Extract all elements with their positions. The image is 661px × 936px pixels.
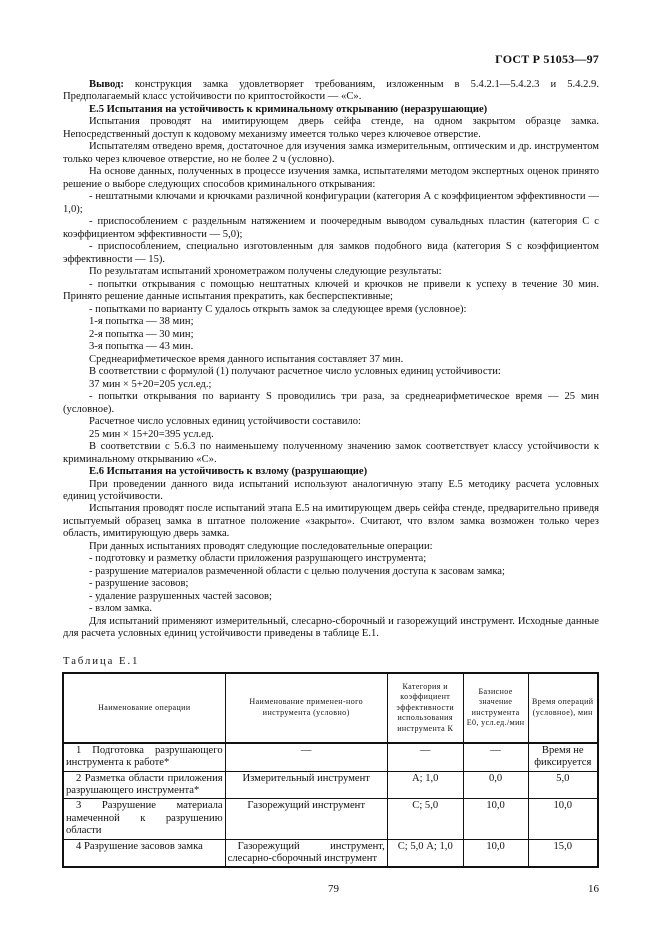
page-number-center: 79 [328,883,339,896]
paragraph: - удаление разрушенных частей засовов; [89,590,273,602]
table-cell: С; 5,0 [387,799,463,839]
table-row [63,743,598,771]
paragraph: 2-я попытка — 30 мин; [89,328,194,340]
paragraph: Испытания проводят после испытаний этапа Е.5 на имитирующем дверь сейфа стенде, предварительно приведя испытуемый образец замка в штатное положение «закрыто». Считают, что взлом замка возможен только через область, имитирующую дверь замка. [63,503,599,540]
table-cell: 10,0 [463,799,528,839]
page-number-right: 16 [588,883,599,896]
conclusion-label: Вывод: [89,79,124,90]
operation-name-cell: 1 Подготовка разрушающего инструмента к работе* [63,743,225,771]
table-cell: 5,0 [528,771,598,799]
paragraph: Среднеарифметическое время данного испытания составляет 37 мин. [89,353,404,365]
table-cell: — [463,743,528,771]
table-header-row [63,673,598,743]
paragraph: В соответствии с 5.6.3 по наименьшему полученному значению замок соответствует классу устойчивости к криминальному открыванию «С». [63,441,599,465]
paragraph: Для испытаний применяют измерительный, слесарно-сборочный и газорежущий инструмент. Исходные данные для расчета условных единиц устойчивости приведены в таблице Е.1. [63,615,599,640]
paragraph: - попытки открывания с помощью нештатных ключей и крючков не привели к успеху в течение 30 мин. Принято решение данные испытания прекратить, как бесперспективные; [63,278,599,303]
column-header: Наименование применен-ного инструмента (условно) [225,673,387,743]
document-body [63,79,599,641]
table-cell: Газорежущий инструмент, слесарно-сборочный инструмент [225,839,387,867]
table-body [63,743,598,868]
table-cell: Измерительный инструмент [225,771,387,799]
paragraph: 25 мин × 15+20=395 усл.ед. [89,428,214,440]
operation-name-cell: 2 Разметка области приложения разрушающего инструмента* [63,771,225,799]
table-cell: Газорежущий инструмент [225,799,387,839]
paragraph: При данных испытаниях проводят следующие последовательные операции: [89,540,433,552]
paragraph: При проведении данного вида испытаний используют аналогичную этапу Е.5 методику расчета условных единиц устойчивости. [63,478,599,502]
table-cell: 10,0 [528,799,598,839]
paragraph: 3-я попытка — 43 мин. [89,341,194,353]
conclusion-paragraph [63,79,599,104]
paragraph: - приспособлением, специально изготовленным для замков подобного вида (категория S с коэффициентом эффективности — 15). [63,241,599,265]
table-cell: 10,0 [463,839,528,867]
paragraph: - взлом замка. [89,603,153,615]
column-header: Категория и коэффициент эффективности использования инструмента К [387,673,463,743]
operation-name-cell: 4 Разрушение засовов замка [63,839,225,867]
section-heading-e6: Е.6 Испытания на устойчивость к взлому (разрушающие) [89,466,368,478]
paragraph: 37 мин × 5+20=205 усл.ед.; [89,378,212,390]
section-e5-body [63,116,599,466]
paragraph: - приспособлением с раздельным натяжением и поочередным выводом сувальдных пластин (категория С с коэффициентом эффективности — 5,0); [63,216,599,240]
table-cell: А; 1,0 [387,771,463,799]
paragraph: - нештатными ключами и крючками различной конфигурации (категория А с коэффициентом эффективности — 1,0); [63,191,599,215]
table-row [63,771,598,799]
conclusion-text: конструкция замка удовлетворяет требованиям, изложенным в 5.4.2.1—5.4.2.3 и 5.4.2.9. Предполагаемый класс устойчивости по криптостойкости — «С». [63,79,599,103]
paragraph: - разрушение засовов; [89,578,189,590]
table-row [63,839,598,867]
paragraph: Расчетное число условных единиц устойчивости составило: [89,416,361,428]
page-footer [63,882,599,898]
table-cell: — [387,743,463,771]
table-cell: — [225,743,387,771]
table-e1 [62,672,599,869]
paragraph: В соответствии с формулой (1) получают расчетное число условных единиц устойчивости: [89,366,501,378]
column-header: Время операций (условное), мин [528,673,598,743]
table-cell: С; 5,0 А; 1,0 [387,839,463,867]
section-e6-body [63,479,599,641]
paragraph: 1-я попытка — 38 мин; [89,316,194,328]
table-cell: 15,0 [528,839,598,867]
paragraph: - попытки открывания по варианту S проводились три раза, за среднеарифметическое время — 25 мин (условное). [63,391,599,415]
operation-name-cell: 3 Разрушение материала намеченной к разрушению области [63,799,225,839]
paragraph: Испытателям отведено время, достаточное для изучения замка измерительным, оптическим и др. инструментом только через ключевое отверстие, но не более 2 ч (условно). [63,141,599,165]
section-heading-e5: Е.5 Испытания на устойчивость к криминальному открыванию (неразрушающие) [89,103,488,115]
column-header: Базисное значение инструмента Е0, усл.ед./мин [463,673,528,743]
table-cell: Время не фиксируется [528,743,598,771]
paragraph: Испытания проводят на имитирующем дверь сейфа стенде, на одном закрытом образце замка. Непосредственный доступ к кодовому механизму имеется только через ключевое отверстие. [63,116,599,140]
paragraph: - подготовку и разметку области приложения разрушающего инструмента; [89,553,427,565]
table-cell: 0,0 [463,771,528,799]
paragraph: - попытками по варианту С удалось открыть замок за следующее время (условное): [89,303,467,315]
paragraph: По результатам испытаний хронометражом получены следующие результаты: [89,266,442,278]
document-code: ГОСТ Р 51053—97 [495,52,599,66]
table-caption: Таблица Е.1 [63,655,140,667]
paragraph: - разрушение материалов размеченной области с целью получения доступа к засовам замка; [89,565,505,577]
table-row [63,799,598,839]
column-header: Наименование операции [63,673,225,743]
paragraph: На основе данных, полученных в процессе изучения замка, испытателями методом экспертных оценок принято решение о выборе следующих способов криминального открывания: [63,166,599,190]
